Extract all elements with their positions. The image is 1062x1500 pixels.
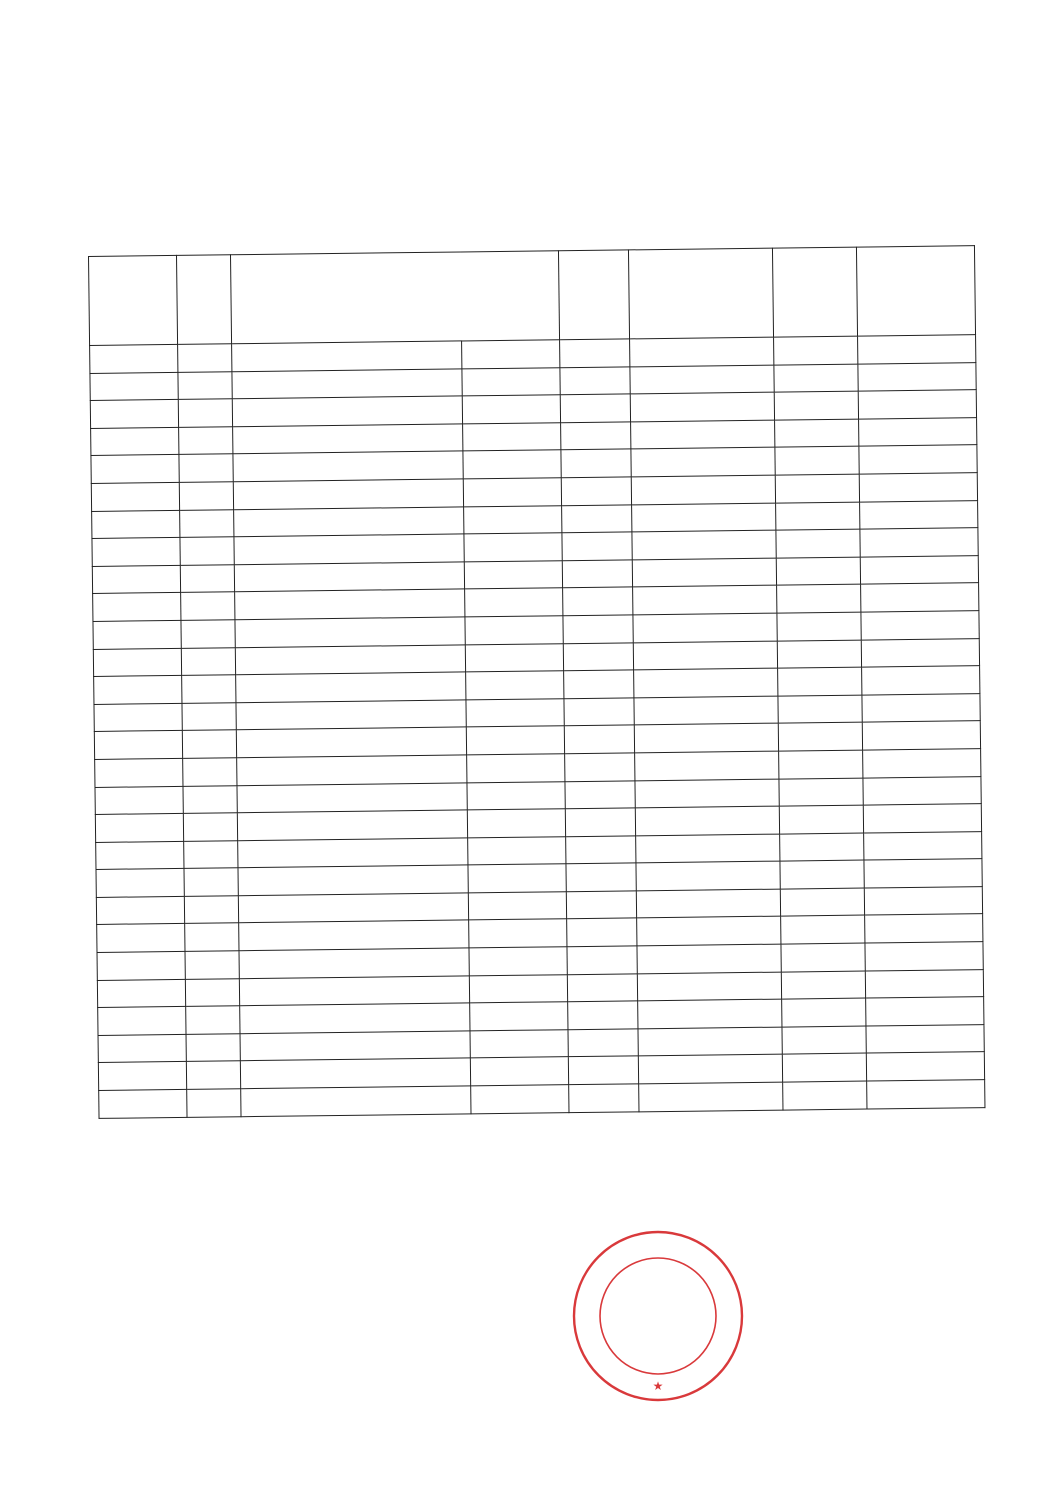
cell-dob xyxy=(631,447,775,476)
cell-dob xyxy=(638,1055,782,1084)
cell-stt xyxy=(92,538,180,567)
cell-dob xyxy=(630,392,774,421)
cell-note xyxy=(865,969,983,998)
cell-dob xyxy=(639,1082,783,1111)
cell-last-name xyxy=(233,424,463,454)
cell-note xyxy=(860,555,978,584)
cell-gender xyxy=(562,560,632,588)
cell-last-name xyxy=(235,644,465,674)
cell-stt xyxy=(90,344,178,373)
cell-sbd xyxy=(183,813,237,841)
cell-note xyxy=(861,638,979,667)
cell-first-name xyxy=(467,781,565,810)
cell-class xyxy=(780,833,864,862)
cell-gender xyxy=(560,366,630,394)
cell-gender xyxy=(563,587,633,615)
cell-class xyxy=(779,805,863,834)
cell-sbd xyxy=(186,1006,240,1034)
cell-stt xyxy=(96,841,184,870)
cell-last-name xyxy=(233,451,463,481)
cell-sbd xyxy=(182,702,236,730)
cell-class xyxy=(775,446,859,475)
cell-class xyxy=(782,1053,866,1082)
cell-gender xyxy=(561,449,631,477)
cell-note xyxy=(859,417,977,446)
student-table xyxy=(88,245,985,1118)
cell-class xyxy=(774,336,858,365)
cell-note xyxy=(864,859,982,888)
cell-sbd xyxy=(182,675,236,703)
cell-first-name xyxy=(467,754,565,783)
room-grade-line xyxy=(636,103,1016,126)
cell-dob xyxy=(637,972,781,1001)
cell-dob xyxy=(634,668,778,697)
cell-gender xyxy=(567,973,637,1001)
cell-first-name xyxy=(468,836,566,865)
cell-note xyxy=(862,721,980,750)
cell-note xyxy=(860,528,978,557)
cell-first-name xyxy=(467,809,565,838)
cell-dob xyxy=(635,806,779,835)
cell-last-name xyxy=(234,534,464,564)
cell-first-name xyxy=(464,533,562,562)
cell-last-name xyxy=(238,893,468,923)
cell-first-name xyxy=(466,698,564,727)
cell-sbd xyxy=(181,647,235,675)
cell-stt xyxy=(97,951,185,980)
summary-row xyxy=(80,1255,240,1284)
cell-class xyxy=(775,419,859,448)
cell-dob xyxy=(631,475,775,504)
cell-dob xyxy=(636,861,780,890)
cell-sbd xyxy=(185,978,239,1006)
cell-sbd xyxy=(185,923,239,951)
cell-sbd xyxy=(180,564,234,592)
cell-stt xyxy=(98,1034,186,1063)
cell-note xyxy=(858,390,976,419)
cell-sbd xyxy=(179,454,233,482)
cell-last-name xyxy=(235,589,465,619)
cell-sbd xyxy=(178,399,232,427)
cell-note xyxy=(866,997,984,1026)
cell-gender xyxy=(568,1029,638,1057)
cell-stt xyxy=(91,482,179,511)
cell-class xyxy=(776,529,860,558)
principal-handwritten-name xyxy=(740,1398,960,1448)
cell-dob xyxy=(634,696,778,725)
cell-dob xyxy=(630,337,774,366)
cell-note xyxy=(863,749,981,778)
class-count-summary xyxy=(80,1168,240,1313)
cell-class xyxy=(778,695,862,724)
cell-note xyxy=(864,831,982,860)
cell-first-name xyxy=(466,726,564,755)
cell-dob xyxy=(634,723,778,752)
cell-first-name xyxy=(469,947,567,976)
cell-dob xyxy=(631,420,775,449)
table-body xyxy=(90,335,985,1118)
cell-class xyxy=(778,722,862,751)
cell-first-name xyxy=(462,367,560,396)
summary-row xyxy=(80,1226,240,1255)
cell-first-name xyxy=(465,643,563,672)
cell-stt xyxy=(96,896,184,925)
cell-stt xyxy=(90,372,178,401)
cell-gender xyxy=(560,339,630,367)
cell-last-name xyxy=(239,948,469,978)
cell-class xyxy=(777,640,861,669)
cell-sbd xyxy=(183,785,237,813)
cell-stt xyxy=(93,593,181,622)
cell-note xyxy=(859,473,977,502)
cell-gender xyxy=(563,615,633,643)
cell-first-name xyxy=(470,1057,568,1086)
cell-last-name xyxy=(236,727,466,757)
cell-first-name xyxy=(471,1085,569,1114)
cell-dob xyxy=(636,834,780,863)
cell-sbd xyxy=(179,482,233,510)
cell-dob xyxy=(633,641,777,670)
cell-last-name xyxy=(239,920,469,950)
cell-note xyxy=(858,362,976,391)
cell-dob xyxy=(630,365,774,394)
cell-first-name xyxy=(469,919,567,948)
cell-sbd xyxy=(181,592,235,620)
cell-stt xyxy=(94,731,182,760)
cell-note xyxy=(861,611,979,640)
cell-first-name xyxy=(464,560,562,589)
cell-sbd xyxy=(184,868,238,896)
cell-last-name xyxy=(240,1031,470,1061)
cell-stt xyxy=(96,869,184,898)
cell-stt xyxy=(94,703,182,732)
cell-last-name xyxy=(234,506,464,536)
cell-note xyxy=(865,914,983,943)
header-sbd xyxy=(176,255,231,345)
seal-star-icon: ★ xyxy=(652,1379,664,1393)
cell-last-name xyxy=(232,341,462,371)
cell-sbd xyxy=(178,344,232,372)
cell-last-name xyxy=(240,1003,470,1033)
cell-gender xyxy=(562,504,632,532)
cell-class xyxy=(781,971,865,1000)
cell-dob xyxy=(635,779,779,808)
header-stt xyxy=(89,255,178,345)
cell-stt xyxy=(95,813,183,842)
cell-first-name xyxy=(462,340,560,369)
cell-note xyxy=(865,942,983,971)
cell-stt xyxy=(97,979,185,1008)
cell-class xyxy=(779,750,863,779)
cell-dob xyxy=(632,503,776,532)
cell-note xyxy=(863,776,981,805)
cell-stt xyxy=(92,565,180,594)
cell-gender xyxy=(566,891,636,919)
header-gender xyxy=(558,250,629,340)
cell-sbd xyxy=(180,509,234,537)
cell-stt xyxy=(98,1062,186,1091)
cell-gender xyxy=(564,725,634,753)
cell-stt xyxy=(93,648,181,677)
cell-note xyxy=(866,1024,984,1053)
cell-last-name xyxy=(241,1086,471,1116)
cell-sbd xyxy=(185,951,239,979)
cell-first-name xyxy=(468,864,566,893)
cell-stt xyxy=(95,758,183,787)
cell-note xyxy=(867,1080,985,1109)
cell-gender xyxy=(563,642,633,670)
cell-dob xyxy=(638,999,782,1028)
header-class xyxy=(772,247,857,337)
cell-last-name xyxy=(232,369,462,399)
cell-first-name xyxy=(463,478,561,507)
cell-dob xyxy=(636,889,780,918)
cell-class xyxy=(777,612,861,641)
cell-note xyxy=(862,693,980,722)
header-right xyxy=(636,100,1016,126)
cell-stt xyxy=(94,676,182,705)
cell-sbd xyxy=(184,896,238,924)
cell-dob xyxy=(635,751,779,780)
cell-class xyxy=(779,778,863,807)
cell-gender xyxy=(566,836,636,864)
cell-sbd xyxy=(181,620,235,648)
cell-sbd xyxy=(180,537,234,565)
cell-dob xyxy=(632,558,776,587)
cell-last-name xyxy=(238,838,468,868)
cell-note xyxy=(864,886,982,915)
cell-dob xyxy=(633,613,777,642)
cell-gender xyxy=(564,698,634,726)
cell-note xyxy=(860,500,978,529)
cell-last-name xyxy=(239,976,469,1006)
cell-stt xyxy=(97,924,185,953)
cell-stt xyxy=(93,620,181,649)
cell-dob xyxy=(638,1027,782,1056)
cell-sbd xyxy=(182,730,236,758)
header-note xyxy=(856,246,975,336)
cell-sbd xyxy=(183,758,237,786)
cell-stt xyxy=(92,510,180,539)
cell-last-name xyxy=(233,479,463,509)
cell-class xyxy=(778,667,862,696)
summary-row xyxy=(80,1284,240,1313)
cell-class xyxy=(774,391,858,420)
summary-row xyxy=(80,1168,240,1197)
cell-first-name xyxy=(462,395,560,424)
cell-note xyxy=(863,804,981,833)
cell-gender xyxy=(564,670,634,698)
cell-dob xyxy=(637,917,781,946)
cell-class xyxy=(780,860,864,889)
cell-note xyxy=(861,583,979,612)
cell-last-name xyxy=(234,562,464,592)
cell-last-name xyxy=(237,755,467,785)
cell-first-name xyxy=(470,1030,568,1059)
cell-sbd xyxy=(179,427,233,455)
cell-gender xyxy=(565,808,635,836)
cell-gender xyxy=(569,1084,639,1112)
cell-gender xyxy=(566,863,636,891)
cell-class xyxy=(782,1026,866,1055)
cell-gender xyxy=(567,918,637,946)
cell-class xyxy=(776,557,860,586)
cell-note xyxy=(866,1052,984,1081)
cell-class xyxy=(781,943,865,972)
cell-sbd xyxy=(186,1034,240,1062)
cell-gender xyxy=(561,477,631,505)
cell-gender xyxy=(568,1056,638,1084)
cell-class xyxy=(780,888,864,917)
cell-sbd xyxy=(186,1061,240,1089)
cell-gender xyxy=(560,394,630,422)
cell-dob xyxy=(632,530,776,559)
cell-first-name xyxy=(470,1002,568,1031)
cell-first-name xyxy=(466,671,564,700)
cell-class xyxy=(781,916,865,945)
header-full-name xyxy=(230,251,559,344)
cell-stt xyxy=(90,400,178,429)
cell-last-name xyxy=(236,672,466,702)
cell-gender xyxy=(567,946,637,974)
cell-last-name xyxy=(232,396,462,426)
cell-gender xyxy=(562,532,632,560)
table-header-row xyxy=(89,246,976,346)
cell-first-name xyxy=(463,423,561,452)
cell-last-name xyxy=(238,865,468,895)
cell-gender xyxy=(565,753,635,781)
cell-class xyxy=(776,502,860,531)
cell-class xyxy=(777,584,861,613)
cell-gender xyxy=(565,780,635,808)
cell-stt xyxy=(91,427,179,456)
cell-last-name xyxy=(237,810,467,840)
cell-dob xyxy=(633,585,777,614)
cell-last-name xyxy=(240,1058,470,1088)
cell-last-name xyxy=(235,617,465,647)
header-dob xyxy=(628,248,773,339)
cell-first-name xyxy=(469,974,567,1003)
cell-stt xyxy=(98,1007,186,1036)
cell-note xyxy=(859,445,977,474)
cell-sbd xyxy=(187,1089,241,1117)
cell-last-name xyxy=(237,782,467,812)
cell-first-name xyxy=(465,588,563,617)
header-left xyxy=(110,88,570,90)
cell-stt xyxy=(95,786,183,815)
cell-dob xyxy=(637,944,781,973)
cell-class xyxy=(774,364,858,393)
cell-first-name xyxy=(465,616,563,645)
cell-stt xyxy=(91,455,179,484)
cell-class xyxy=(783,1081,867,1110)
cell-note xyxy=(862,666,980,695)
cell-sbd xyxy=(178,371,232,399)
cell-sbd xyxy=(184,840,238,868)
cell-last-name xyxy=(236,700,466,730)
cell-stt xyxy=(99,1089,187,1118)
cell-gender xyxy=(568,1001,638,1029)
cell-first-name xyxy=(468,892,566,921)
cell-note xyxy=(858,335,976,364)
summary-row xyxy=(80,1197,240,1226)
cell-class xyxy=(782,998,866,1027)
cell-first-name xyxy=(463,450,561,479)
cell-first-name xyxy=(464,505,562,534)
cell-class xyxy=(775,474,859,503)
cell-gender xyxy=(561,422,631,450)
